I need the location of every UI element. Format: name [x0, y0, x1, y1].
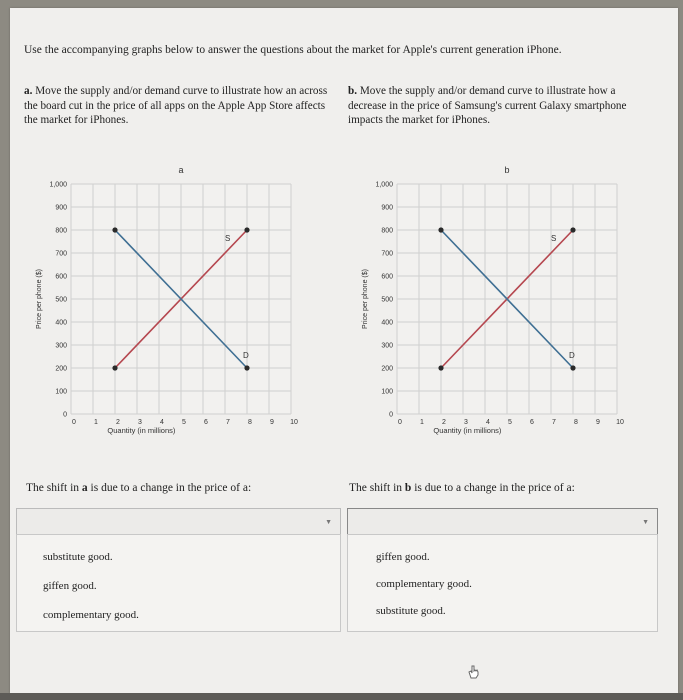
y-tick-label: 0 — [63, 411, 67, 419]
answer-select-a[interactable] — [16, 508, 341, 536]
option-a-substitute[interactable]: substitute good. — [43, 551, 113, 563]
question-a-letter: a — [81, 482, 88, 494]
x-tick-label: 1 — [94, 419, 98, 426]
x-tick-label: 4 — [486, 419, 490, 426]
instruction-a-text: Move the supply and/or demand curve to illustrate how an across the board cut in the price of all apps on the Apple App Store affects the market for iPhones. — [24, 85, 328, 127]
graph-title: a — [178, 165, 184, 175]
instruction-a-letter: a. — [24, 85, 33, 97]
x-tick-label: 7 — [226, 419, 230, 426]
y-tick-label: 500 — [381, 296, 393, 304]
y-axis-label: Price per phone ($) — [362, 269, 369, 329]
y-tick-label: 400 — [55, 319, 67, 327]
x-axis-label: Quantity (in millions) — [433, 426, 502, 435]
hand-cursor-icon — [466, 664, 482, 680]
y-tick-label: 500 — [55, 296, 67, 304]
graph-a[interactable] — [27, 158, 337, 448]
x-tick-label: 9 — [596, 419, 600, 426]
dropdown-arrow-icon[interactable]: ▼ — [325, 518, 332, 526]
page-title: Use the accompanying graphs below to answer the questions about the market for Apple's current generation iPhone. — [24, 44, 562, 56]
d-curve-handle[interactable] — [112, 227, 117, 232]
instruction-b — [348, 84, 653, 128]
x-tick-label: 5 — [182, 419, 186, 426]
question-a — [26, 482, 251, 494]
instruction-a — [24, 84, 334, 128]
question-b — [349, 482, 575, 494]
x-tick-label: 8 — [574, 419, 578, 426]
y-tick-label: 700 — [55, 250, 67, 258]
x-tick-label: 6 — [530, 419, 534, 426]
d-curve-label: D — [569, 351, 575, 360]
instruction-b-letter: b. — [348, 85, 358, 97]
question-a-prefix: The shift in — [26, 482, 82, 494]
x-tick-label: 3 — [138, 419, 142, 426]
y-tick-label: 900 — [381, 204, 393, 212]
bottom-bar — [0, 693, 683, 700]
x-tick-label: 4 — [160, 419, 164, 426]
question-b-prefix: The shift in — [349, 482, 405, 494]
x-tick-label: 6 — [204, 419, 208, 426]
question-a-suffix: is due to a change in the price of a: — [87, 482, 252, 494]
x-tick-label: 8 — [248, 419, 252, 426]
option-b-substitute[interactable]: substitute good. — [376, 605, 446, 617]
option-b-complementary[interactable]: complementary good. — [376, 578, 472, 590]
x-tick-label: 2 — [116, 419, 120, 426]
x-tick-label: 10 — [616, 419, 624, 426]
graph-title: b — [504, 165, 510, 175]
question-b-letter: b — [404, 482, 412, 494]
graph-b[interactable] — [353, 158, 663, 448]
y-tick-label: 700 — [381, 250, 393, 258]
y-tick-label: 600 — [55, 273, 67, 281]
y-tick-label: 0 — [389, 411, 393, 419]
x-tick-label: 10 — [290, 419, 298, 426]
y-tick-label: 200 — [55, 365, 67, 373]
y-tick-label: 400 — [381, 319, 393, 327]
y-tick-label: 100 — [55, 388, 67, 396]
x-tick-label: 0 — [72, 419, 76, 426]
x-tick-label: 3 — [464, 419, 468, 426]
s-curve-handle[interactable] — [438, 365, 443, 370]
y-tick-label: 1,000 — [375, 181, 393, 189]
x-tick-label: 7 — [552, 419, 556, 426]
x-tick-label: 0 — [398, 419, 402, 426]
y-tick-label: 200 — [381, 365, 393, 373]
y-tick-label: 800 — [55, 227, 67, 235]
instruction-b-text: Move the supply and/or demand curve to illustrate how a decrease in the price of Samsung's current Galaxy smartphone impacts the market for iPhones. — [348, 85, 627, 127]
y-axis-label: Price per phone ($) — [36, 269, 43, 329]
options-list-b — [347, 534, 658, 632]
s-curve-handle[interactable] — [112, 365, 117, 370]
x-tick-label: 9 — [270, 419, 274, 426]
y-tick-label: 900 — [55, 204, 67, 212]
x-tick-label: 1 — [420, 419, 424, 426]
dropdown-arrow-icon[interactable]: ▼ — [642, 518, 649, 526]
option-a-giffen[interactable]: giffen good. — [43, 580, 97, 592]
y-tick-label: 600 — [381, 273, 393, 281]
d-curve-handle[interactable] — [244, 365, 249, 370]
y-tick-label: 800 — [381, 227, 393, 235]
x-tick-label: 5 — [508, 419, 512, 426]
y-tick-label: 300 — [381, 342, 393, 350]
y-tick-label: 100 — [381, 388, 393, 396]
y-tick-label: 300 — [55, 342, 67, 350]
options-list-a — [16, 534, 341, 632]
s-curve-handle[interactable] — [244, 227, 249, 232]
option-b-giffen[interactable]: giffen good. — [376, 551, 430, 563]
answer-select-b[interactable] — [347, 508, 658, 536]
option-a-complementary[interactable]: complementary good. — [43, 609, 139, 621]
question-b-suffix: is due to a change in the price of a: — [411, 482, 575, 494]
s-curve-label: S — [225, 234, 231, 243]
x-tick-label: 2 — [442, 419, 446, 426]
s-curve-label: S — [551, 234, 557, 243]
d-curve-handle[interactable] — [438, 227, 443, 232]
x-axis-label: Quantity (in millions) — [107, 426, 176, 435]
d-curve-label: D — [243, 351, 249, 360]
y-tick-label: 1,000 — [49, 181, 67, 189]
d-curve-handle[interactable] — [570, 365, 575, 370]
s-curve-handle[interactable] — [570, 227, 575, 232]
